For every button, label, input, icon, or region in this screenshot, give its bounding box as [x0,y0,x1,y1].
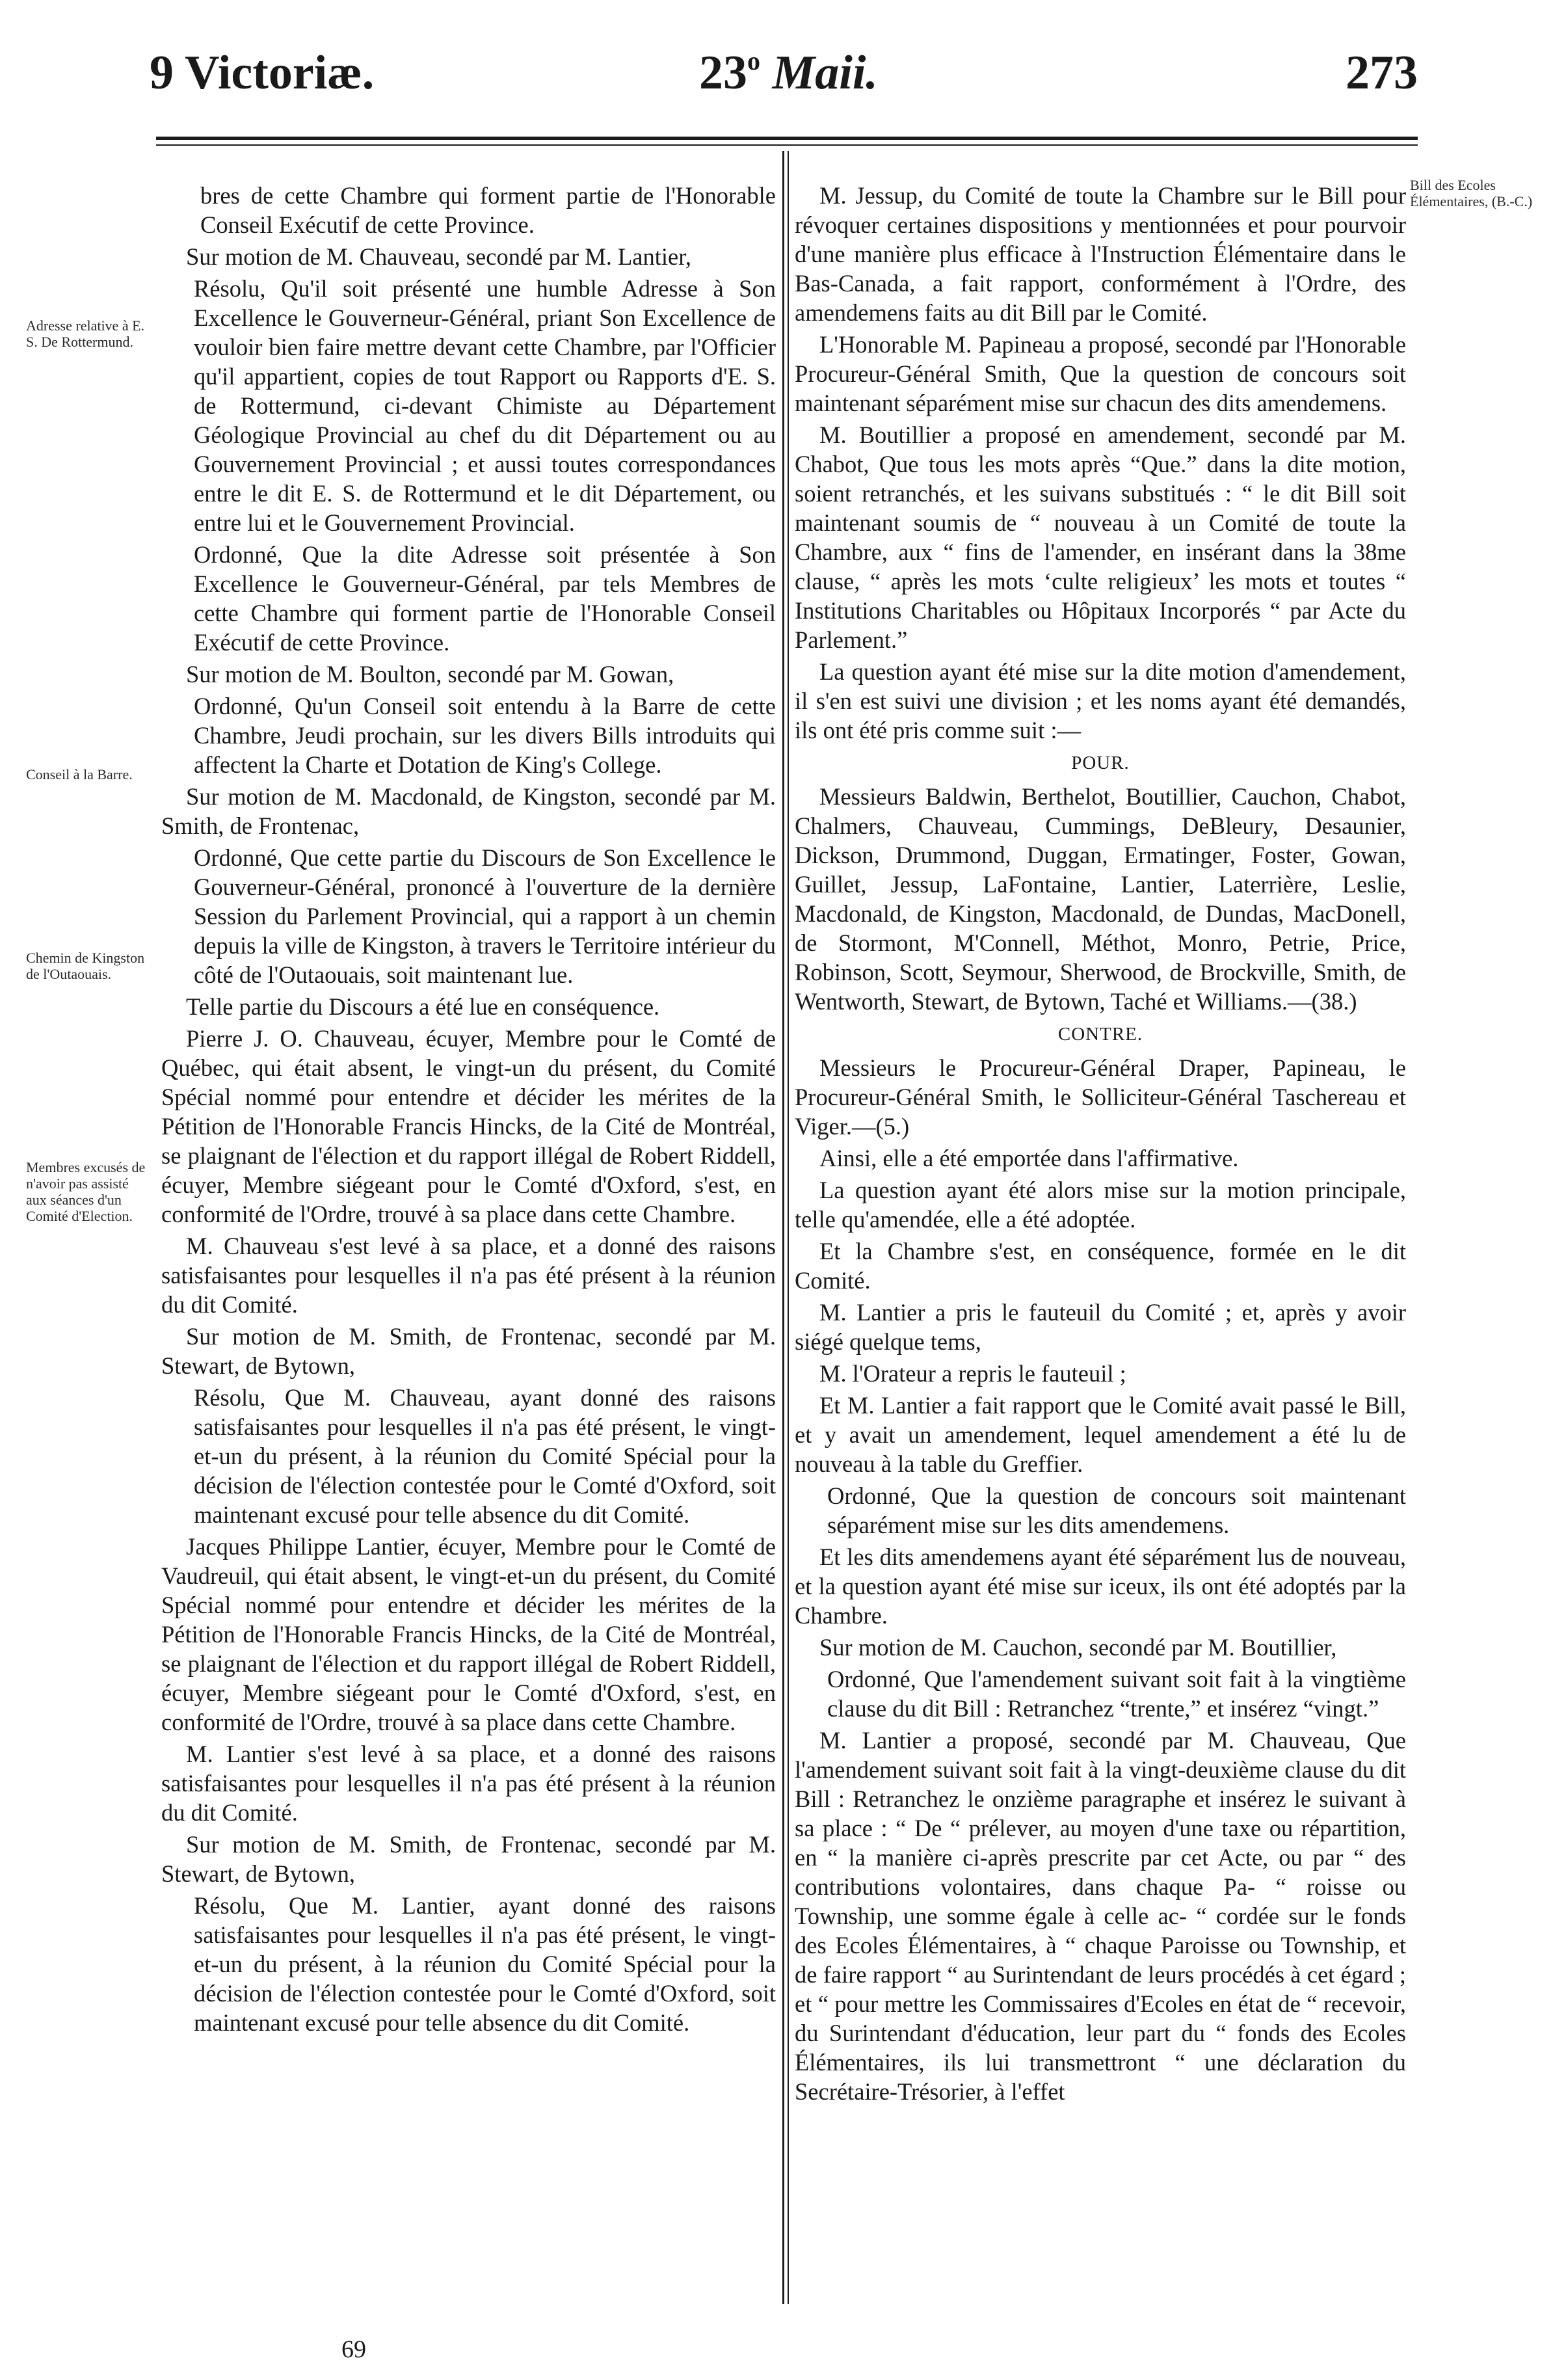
paragraph: Ainsi, elle a été emportée dans l'affirmative. [819,1145,1239,1171]
paragraph: Sur motion de M. Chauveau, secondé par M. Lantier, [186,243,692,270]
paragraph: Résolu, Que M. Lantier, ayant donné des raisons satisfaisantes pour lesquelles il n'a pas été présent, le vingt-et-un du présent, à la réunion du Comité Spécial pour la décision de l'élection contestée pour le Comté d'Oxford, soit maintenant excusé pour telle absence du dit Comité. [194,1892,776,2036]
signature-mark: 69 [341,2336,366,2363]
paragraph: La question ayant été mise sur la dite motion d'amendement, il s'en est suivi une division ; et les noms ayant été demandés, ils ont été pris comme suit :— [795,658,1406,743]
paragraph: M. Boutillier a proposé en amendement, secondé par M. Chabot, Que tous les mots après “Que.” dans la dite motion, soient retranchés, et les suivans substitués : “ le dit Bill soit maintenant soumis de “ nouveau à un Comité de toute la Chambre, aux “ fins de l'amender, en insérant dans la 38me clause, “ après les mots ‘culte religieux’ les mots et toutes “ Institutions Charitables ou Hôpitaux Incorporés “ par Acte du Parlement.” [795,421,1406,653]
paragraph: Ordonné, Qu'un Conseil soit entendu à la Barre de cette Chambre, Jeudi prochain, sur les divers Bills introduits qui affectent la Charte et Dotation de King's College. [194,693,776,778]
paragraph: Sur motion de M. Boulton, secondé par M. Gowan, [186,661,674,688]
paragraph: Sur motion de M. Macdonald, de Kingston, secondé par M. Smith, de Frontenac, [161,783,776,839]
division-heading-contre: CONTRE. [1057,1024,1143,1045]
paragraph: Ordonné, Que cette partie du Discours de Son Excellence le Gouverneur-Général, prononcé à l'ouverture de la dernière Session du Parlement Provincial, qui a rapport à un chemin depuis la ville de Kingston, à travers le Territoire intérieur du côté de l'Outaouais, soit maintenant lue. [194,844,776,988]
margin-note-chemin: Chemin de Kingston de l'Outaouais. [26,950,145,982]
page-number: 273 [1346,46,1418,100]
running-header [150,39,1418,111]
paragraph: Et la Chambre s'est, en conséquence, formée en le dit Comité. [795,1238,1406,1294]
paragraph: Ordonné, Que l'amendement suivant soit fait à la vingtième clause du dit Bill : Retranchez “trente,” et insérez “vingt.” [827,1666,1406,1722]
header-regnal-year: 9 Victoriæ. [150,46,375,100]
margin-note-adresse: Adresse relative à E. S. De Rottermund. [26,317,145,350]
paragraph: Et les dits amendemens ayant été séparément lus de nouveau, et la question ayant été mise sur iceux, ils ont été adoptés par la Chambre. [795,1544,1406,1629]
paragraph: Sur motion de M. Smith, de Frontenac, secondé par M. Stewart, de Bytown, [161,1323,776,1379]
header-date: 23$^o$ Maii. [699,46,878,100]
left-column [161,181,776,2040]
paragraph: La question ayant été alors mise sur la motion principale, telle qu'amendée, elle a été adoptée. [795,1177,1406,1233]
paragraph: M. Jessup, du Comité de toute la Chambre sur le Bill pour révoquer certaines dispositions y mentionnées et pour pourvoir d'une manière plus efficace à l'Instruction Élémentaire dans le Bas-Canada, a fait rapport, conformément à l'Ordre, des amendemens faits au dit Bill par le Comité. [795,182,1406,326]
header-rule-thin [156,144,1418,146]
column-divider-thin [788,151,789,2304]
paragraph: Ordonné, Que la dite Adresse soit présentée à Son Excellence le Gouverneur-Général, par tels Membres de cette Chambre qui forment partie de l'Honorable Conseil Exécutif de cette Province. [194,541,776,656]
paragraph: Messieurs le Procureur-Général Draper, Papineau, le Procureur-Général Smith, le Solliciteur-Général Taschereau et Viger.—(5.) [795,1054,1406,1140]
paragraph: Messieurs Baldwin, Berthelot, Boutillier, Cauchon, Chabot, Chalmers, Chauveau, Cummings, DeBleury, Desaunier, Dickson, Drummond, Duggan, Ermatinger, Foster, Gowan, Guillet, Jessup, LaFontaine, Lantier, Laterrière, Leslie, Macdonald, de Kingston, Macdonald, de Dundas, MacDonell, de Stormont, M'Connell, Méthot, Monro, Petrie, Price, Robinson, Scott, Seymour, Sherwood, de Brockville, Smith, de Wentworth, Stewart, de Bytown, Taché et Williams.—(38.) [795,783,1406,1015]
paragraph: Ordonné, Que la question de concours soit maintenant séparément mise sur les dits amendemens. [827,1482,1406,1538]
right-column [795,181,1406,2109]
paragraph: M. Lantier a proposé, secondé par M. Chauveau, Que l'amendement suivant soit fait à la vingt-deuxième clause du dit Bill : Retranchez le onzième paragraphe et insérez le suivant à sa place : “ De “ prélever, au moyen d'une taxe ou répartition, en “ la manière ci-après prescrite par cet Acte, ou par “ des contributions volontaires, dans chaque Pa- “ roisse ou Township, une somme égale à celle ac- “ cordée sur le fonds des Ecoles Élémentaires, à “ chaque Paroisse ou Township, et de faire rapport “ au Surintendant de leurs procédés à cet égard ; et “ pour mettre les Commissaires d'Ecoles en état de “ recevoir, du Surintendant d'éducation, leur part du “ fonds des Ecoles Élémentaires, ils lui transmettront “ une déclaration du Secrétaire-Trésorier, à l'effet [795,1727,1406,2105]
paragraph: bres de cette Chambre qui forment partie de l'Honorable Conseil Exécutif de cette Province. [200,182,776,238]
paragraph: Jacques Philippe Lantier, écuyer, Membre pour le Comté de Vaudreuil, qui était absent, le vingt-et-un du présent, du Comité Spécial nommé pour entendre et décider les mérites de la Pétition de l'Honorable Francis Hincks, de la Cité de Montréal, se plaignant de l'élection et du rapport illégal de Robert Riddell, écuyer, Membre siégeant pour le Comté d'Oxford, s'est, en conformité de l'Ordre, trouvé à sa place dans cette Chambre. [161,1533,776,1735]
margin-note-membres: Membres excusés de n'avoir pas assisté aux séances d'un Comité d'Election. [26,1159,146,1224]
header-rule [156,137,1418,140]
paragraph: Et M. Lantier a fait rapport que le Comité avait passé le Bill, et y avait un amendement, lequel amendement a été lu de nouveau à la table du Greffier. [795,1392,1406,1477]
paragraph: Sur motion de M. Smith, de Frontenac, secondé par M. Stewart, de Bytown, [161,1831,776,1887]
paragraph: Résolu, Que M. Chauveau, ayant donné des raisons satisfaisantes pour lesquelles il n'a pas été présent, le vingt-et-un du présent, à la réunion du Comité Spécial pour la décision de l'élection contestée pour le Comté d'Oxford, soit maintenant excusé pour telle absence du dit Comité. [194,1384,776,1528]
paragraph: Telle partie du Discours a été lue en conséquence. [186,993,660,1020]
division-heading-pour: POUR. [1071,753,1130,773]
margin-note-bill: Bill des Ecoles Élémentaires, (B.-C.) [1410,177,1533,209]
paragraph: M. Chauveau s'est levé à sa place, et a donné des raisons satisfaisantes pour lesquelles il n'a pas été présent à la réunion du dit Comité. [161,1233,776,1318]
paragraph: Pierre J. O. Chauveau, écuyer, Membre pour le Comté de Québec, qui était absent, le vingt-un du présent, du Comité Spécial nommé pour entendre et décider les mérites de la Pétition de l'Honorable Francis Hincks, de la Cité de Montréal, se plaignant de l'élection et du rapport illégal de Robert Riddell, écuyer, Membre siégeant pour le Comté d'Oxford, s'est, en conformité de l'Ordre, trouvé à sa place dans cette Chambre. [161,1025,776,1227]
paragraph: L'Honorable M. Papineau a proposé, secondé par l'Honorable Procureur-Général Smith, Que la question de concours soit maintenant séparément mise sur chacun des dits amendemens. [795,331,1406,416]
column-divider [782,151,784,2304]
paragraph: M. Lantier a pris le fauteuil du Comité ; et, après y avoir siégé quelque tems, [795,1299,1406,1355]
paragraph: Sur motion de M. Cauchon, secondé par M. Boutillier, [819,1634,1337,1661]
margin-note-conseil: Conseil à la Barre. [26,766,133,782]
paragraph: Résolu, Qu'il soit présenté une humble Adresse à Son Excellence le Gouverneur-Général, priant Son Excellence de vouloir bien faire mettre devant cette Chambre, par l'Officier qu'il appartient, copies de tout Rapport ou Rapports d'E. S. de Rottermund, ci-devant Chimiste au Département Géologique Provincial au chef du dit Département ou au Gouvernement Provincial ; et aussi toutes correspondances entre le dit E. S. de Rottermund et le dit Département, ou entre lui et le Gouvernement Provincial. [194,275,776,536]
paragraph: M. Lantier s'est levé à sa place, et a donné des raisons satisfaisantes pour lesquelles il n'a pas été présent à la réunion du dit Comité. [161,1741,776,1826]
paragraph: M. l'Orateur a repris le fauteuil ; [819,1360,1126,1387]
